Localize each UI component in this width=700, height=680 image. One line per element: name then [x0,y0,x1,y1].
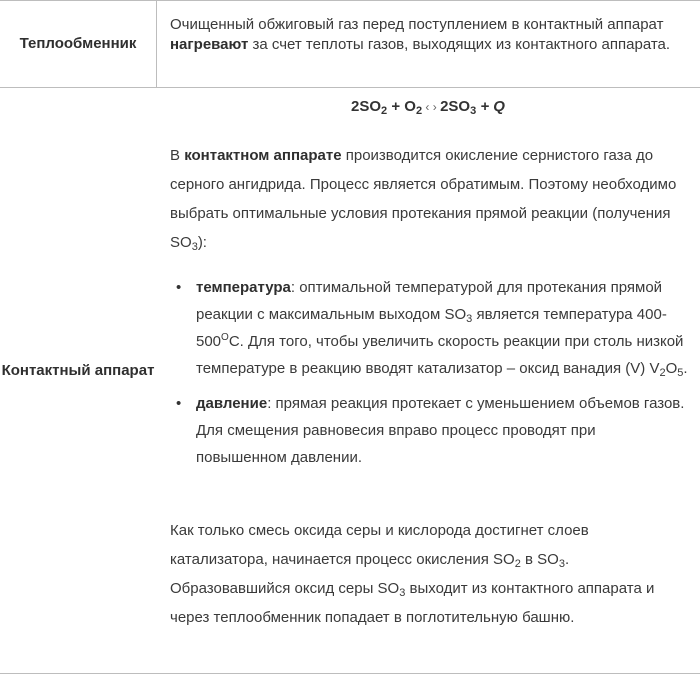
text-fragment: В [170,147,185,164]
reversible-arrow-icon: ‹ › [422,100,441,114]
text-fragment: С. Для того, чтобы увеличить скорость реакции при столь низкой температуре в реакцию вводят катализатор – оксид ванадия (V) V [196,333,684,377]
subscript: 3 [466,313,473,325]
text-fragment: ): [197,234,207,251]
subscript: 2 [659,367,666,379]
text-fragment: Как только смесь оксида серы и кислорода достигнет слоев катализатора, начинается процесс окисления SO [170,522,589,568]
paragraph-conclusion [170,516,685,632]
subscript: 3 [399,587,406,599]
bold-term: нагревают [170,36,249,53]
text-fragment: . Образовавшийся оксид серы SO [170,551,570,597]
text-fragment: является температура 400-500 [196,306,667,350]
eq-part: 2SO [351,98,382,115]
text-fragment: Очищенный обжиговый газ перед поступлением в контактный аппарат [170,16,664,33]
chemical-equation [156,98,700,115]
text-fragment: . [683,360,688,377]
list-item [170,274,690,382]
text-fragment: за счет теплоты газов, выходящих из контактного аппарата. [248,36,671,53]
paragraph-intro [170,141,685,257]
row-divider [0,87,700,88]
subscript: 3 [558,558,565,570]
text-fragment: : прямая реакция протекает с уменьшением объемов газов. Для смещения равновесия вправо процесс проводят при повышенном давлении. [196,395,685,466]
subscript: 2 [514,558,521,570]
text-fragment: производится окисление сернистого газа до серного ангидрида. Процесс является обратимым. Поэтому необходимо выбрать оптимальные условия протекания прямой реакции (получения SO [170,147,677,251]
table-bottom-border [0,673,700,674]
eq-part: + Q [476,98,505,115]
row-description [170,15,690,55]
row-label-heat-exchanger: Теплообменник [19,35,137,52]
eq-subscript: 2 [415,105,423,117]
text-fragment: в SO [520,551,559,568]
bold-term: давление [196,395,268,412]
column-divider [156,0,157,88]
text-fragment: выходит из контактного аппарата и через теплообменник попадает в поглотительную башню. [170,580,655,626]
bullet-icon: • [176,395,182,412]
list-item [170,390,690,471]
subscript: 3 [191,241,198,253]
row-label-contact-apparatus: Контактный аппарат [1,362,155,379]
conditions-list [170,274,690,471]
text-fragment: O [665,360,678,377]
subscript: 5 [677,367,684,379]
bold-term: контактном аппарате [184,147,342,164]
eq-part: + O [387,98,416,115]
table-top-border [0,0,700,1]
eq-part: 2SO [440,98,471,115]
superscript: O [221,332,229,343]
bold-term: температура [196,279,291,296]
bullet-icon: • [176,279,182,296]
text-fragment: : оптимальной температурой для протекания прямой реакции с максимальным выходом SO [196,279,663,323]
eq-subscript: 3 [470,105,477,117]
eq-subscript: 2 [381,105,388,117]
